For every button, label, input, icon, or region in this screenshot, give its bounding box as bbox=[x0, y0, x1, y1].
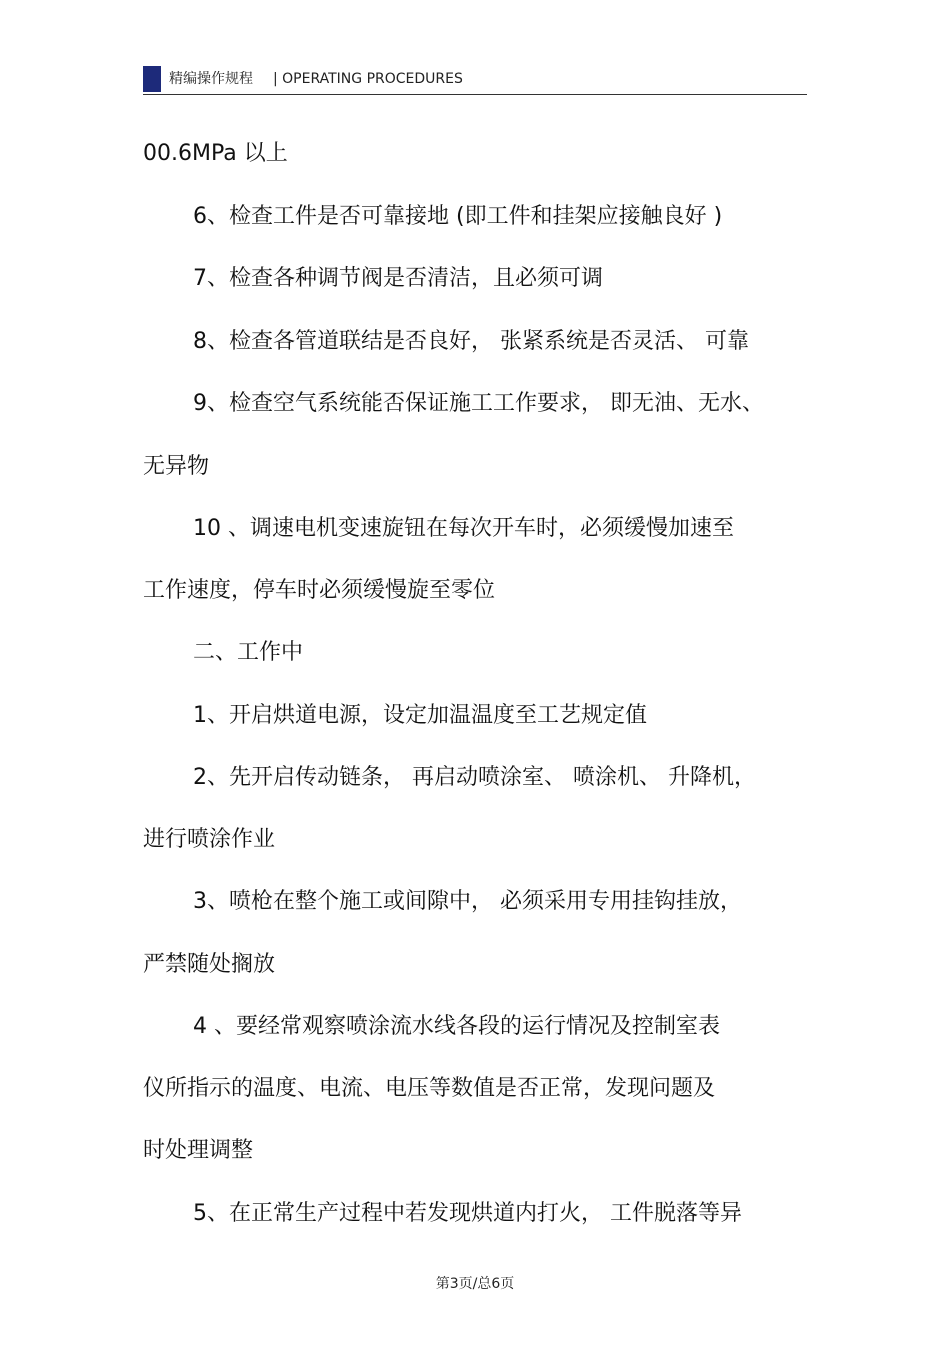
page-header bbox=[143, 66, 807, 96]
text-line: 工作速度，停车时必须缓慢旋至零位 bbox=[143, 578, 496, 603]
header-title: 精编操作规程 bbox=[169, 71, 253, 87]
page-indicator: 第3页/总6页 bbox=[435, 1276, 515, 1292]
text-line: 时处理调整 bbox=[143, 1138, 254, 1163]
text-line: 3、喷枪在整个施工或间隙中， 必须采用专用挂钩挂放， bbox=[193, 889, 742, 914]
text-line: 8、检查各管道联结是否良好， 张紧系统是否灵活、 可靠 bbox=[193, 329, 749, 354]
text-line: 1、开启烘道电源，设定加温温度至工艺规定值 bbox=[193, 703, 647, 728]
text-line: 2、先开启传动链条， 再启动喷涂室、 喷涂机、 升降机， bbox=[193, 765, 756, 790]
text-line: 进行喷涂作业 bbox=[143, 827, 276, 852]
text-line: 5、在正常生产过程中若发现烘道内打火， 工件脱落等异 bbox=[193, 1201, 742, 1226]
text-line: 7、检查各种调节阀是否清洁，且必须可调 bbox=[193, 266, 603, 291]
text-line: 无异物 bbox=[143, 454, 210, 479]
text-line: 9、检查空气系统能否保证施工工作要求， 即无油、无水、 bbox=[193, 391, 764, 416]
text-line: 00.6MPa 以上 bbox=[143, 141, 288, 166]
header-subtitle: | OPERATING PROCEDURES bbox=[273, 71, 463, 87]
text-line: 4 、要经常观察喷涂流水线各段的运行情况及控制室表 bbox=[193, 1014, 720, 1039]
text-line: 严禁随处搁放 bbox=[143, 952, 276, 977]
text-line: 10 、调速电机变速旋钮在每次开车时，必须缓慢加速至 bbox=[193, 516, 734, 541]
header-divider bbox=[143, 94, 807, 95]
text-line: 仪所指示的温度、电流、电压等数值是否正常，发现问题及 bbox=[143, 1076, 716, 1101]
section-heading: 二、工作中 bbox=[193, 640, 304, 665]
logo-icon bbox=[143, 66, 161, 92]
text-line: 6、检查工件是否可靠接地 (即工件和挂架应接触良好 ) bbox=[193, 204, 723, 229]
